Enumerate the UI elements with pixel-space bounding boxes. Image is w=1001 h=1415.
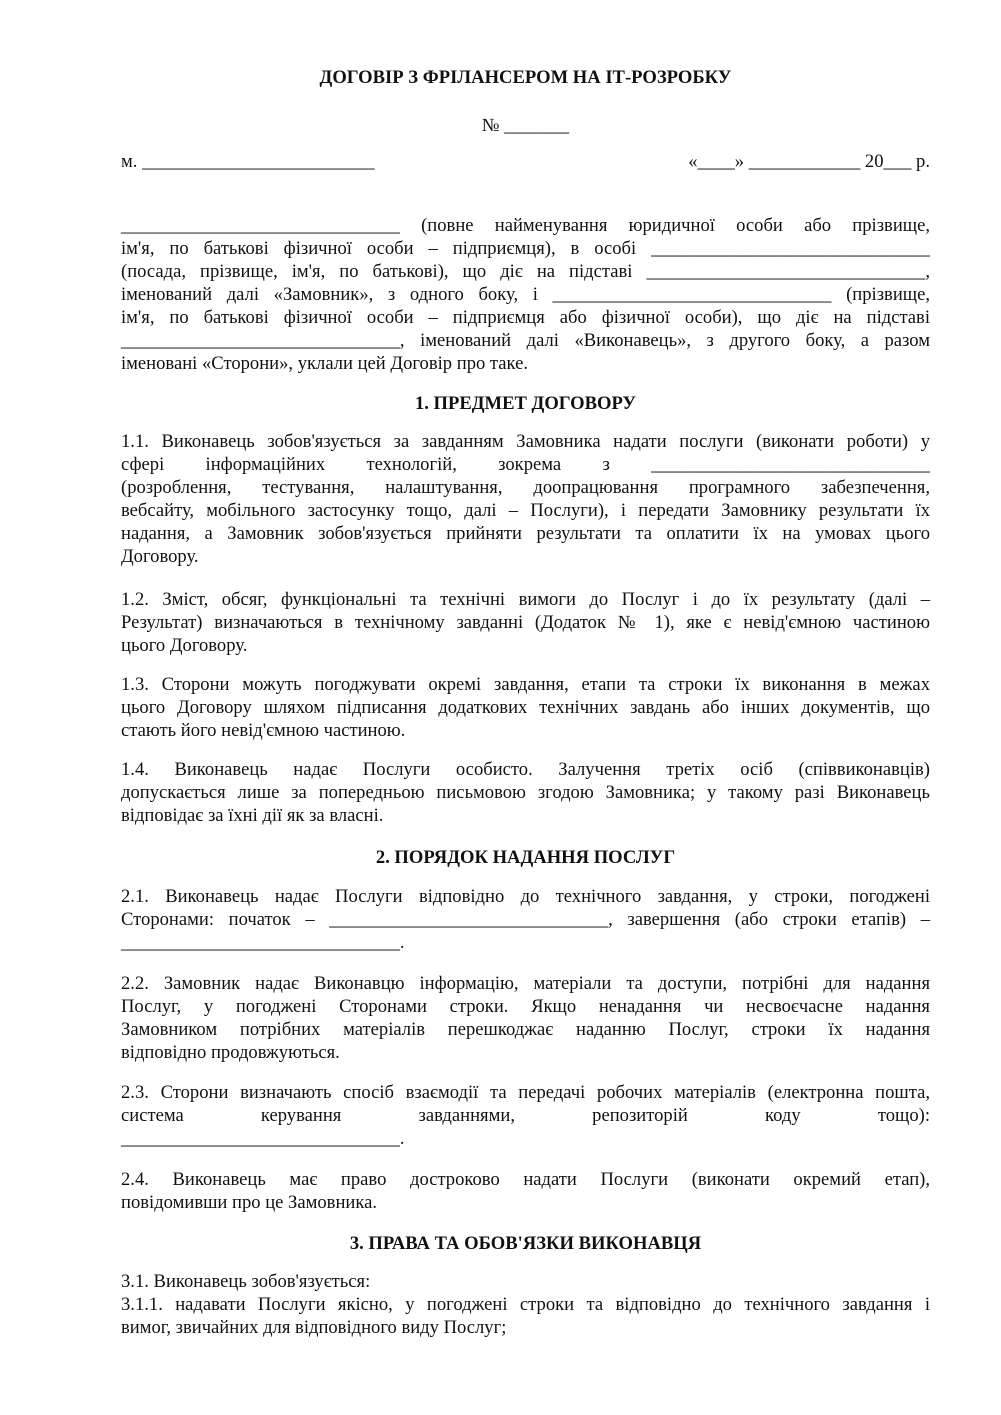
paragraph-1-3 (121, 673, 930, 742)
paragraph-line: Результат) визначаються в технічному завданні (Додаток № 1), яке є невід'ємною частиною (121, 612, 930, 633)
paragraph-line: цього Договору шляхом підписання додаткових технічних завдань або інших документів, що (121, 697, 930, 718)
paragraph-line: відповідає за їхні дії як за власні. (121, 805, 384, 826)
paragraph-line: 2.2. Замовник надає Виконавцю інформацію, матеріали та доступи, потрібні для надання (121, 973, 930, 994)
paragraph-line: стають його невід'ємною частиною. (121, 720, 406, 741)
paragraph-line: система керування завданнями, репозиторій коду тощо): (121, 1105, 930, 1126)
paragraph-line: Замовником потрібних матеріалів перешкоджає наданню Послуг, строки їх надання (121, 1019, 930, 1040)
paragraph-2-4 (121, 1168, 930, 1214)
paragraph-line: 2.1. Виконавець надає Послуги відповідно до технічного завдання, у строки, погоджені (121, 886, 930, 907)
paragraph-line: 2.4. Виконавець має право достроково надати Послуги (виконати окремий етап), (121, 1169, 930, 1190)
paragraph-line: ______________________________. (121, 932, 405, 953)
section-heading: 3. ПРАВА ТА ОБОВ'ЯЗКИ ВИКОНАВЦЯ (349, 1233, 702, 1254)
section-heading: 2. ПОРЯДОК НАДАННЯ ПОСЛУГ (375, 847, 676, 868)
preamble-line: ______________________________, іменований далі «Виконавець», з другого боку, а разом (121, 330, 930, 351)
paragraph-2-2 (121, 972, 930, 1064)
document-title: ДОГОВІР З ФРІЛАНСЕРОМ НА ІТ-РОЗРОБКУ (319, 67, 732, 88)
paragraph-line: повідомивши про це Замовника. (121, 1192, 378, 1213)
paragraph-line: цього Договору. (121, 635, 248, 656)
paragraph-line: 1.1. Виконавець зобов'язується за завданням Замовника надати послуги (виконати роботи) у (121, 431, 930, 452)
paragraph-1-4 (121, 758, 930, 827)
preamble (121, 214, 930, 375)
paragraph-2-1 (121, 885, 930, 954)
paragraph-2-3 (121, 1081, 930, 1150)
paragraph-line: Договору. (121, 546, 199, 567)
paragraph-line: 2.3. Сторони визначають спосіб взаємодії та передачі робочих матеріалів (електронна пошта, (121, 1082, 930, 1103)
paragraph-line: Сторонами: початок – ______________________________, завершення (або строки етапів) – (121, 909, 930, 930)
preamble-line: ім'я, по батькові фізичної особи – підприємця), в особі ______________________________ (121, 238, 930, 259)
paragraph-line: 3.1. Виконавець зобов'язується: (121, 1271, 371, 1292)
paragraph-3-1 (121, 1270, 930, 1293)
date-field: «____» ____________ 20___ р. (688, 151, 930, 172)
preamble-line: іменовані «Сторони», уклали цей Договір про таке. (121, 353, 529, 374)
paragraph-line: 3.1.1. надавати Послуги якісно, у погоджені строки та відповідно до технічного завдання і (121, 1294, 930, 1315)
preamble-line: ім'я, по батькові фізичної особи – підприємця або фізичної особи), що діє на підставі (121, 307, 930, 328)
paragraph-line: 1.3. Сторони можуть погоджувати окремі завдання, етапи та строки їх виконання в межах (121, 674, 930, 695)
paragraph-line: відповідно продовжуються. (121, 1042, 340, 1063)
preamble-line: (посада, прізвище, ім'я, по батькові), що діє на підставі ______________________________, (121, 261, 930, 282)
paragraph-line: допускається лише за попередньою письмовою згодою Замовника; у такому разі Виконавець (121, 782, 930, 803)
section-heading: 1. ПРЕДМЕТ ДОГОВОРУ (414, 393, 637, 414)
city-field: м. _________________________ (121, 151, 375, 172)
paragraph-line: Послуг, у погоджені Сторонами строки. Якщо ненадання чи несвоєчасне надання (121, 996, 930, 1017)
paragraph-line: 1.4. Виконавець надає Послуги особисто. Залучення третіх осіб (співвиконавців) (121, 759, 930, 780)
paragraph-line: 1.2. Зміст, обсяг, функціональні та технічні вимоги до Послуг і до їх результату (далі – (121, 589, 930, 610)
paragraph-line: сфері інформаційних технологій, зокрема з ______________________________ (121, 454, 930, 475)
paragraph-line: ______________________________. (121, 1128, 405, 1149)
paragraph-line: надання, а Замовник зобов'язується прийняти результати та оплатити їх на умовах цього (121, 523, 930, 544)
preamble-line: ______________________________ (повне найменування юридичної особи або прізвище, (121, 215, 930, 236)
paragraph-line: вимог, звичайних для відповідного виду Послуг; (121, 1317, 507, 1338)
document-number: № _______ (481, 115, 570, 136)
paragraph-line: вебсайту, мобільного застосунку тощо, далі – Послуги), і передати Замовнику результати їх (121, 500, 930, 521)
paragraph-line: (розроблення, тестування, налаштування, доопрацювання програмного забезпечення, (121, 477, 930, 498)
paragraph-1-2 (121, 588, 930, 657)
paragraph-3-1-1 (121, 1293, 930, 1339)
preamble-line: іменований далі «Замовник», з одного боку, і ______________________________ (прізвище, (121, 284, 930, 305)
paragraph-1-1 (121, 430, 930, 568)
